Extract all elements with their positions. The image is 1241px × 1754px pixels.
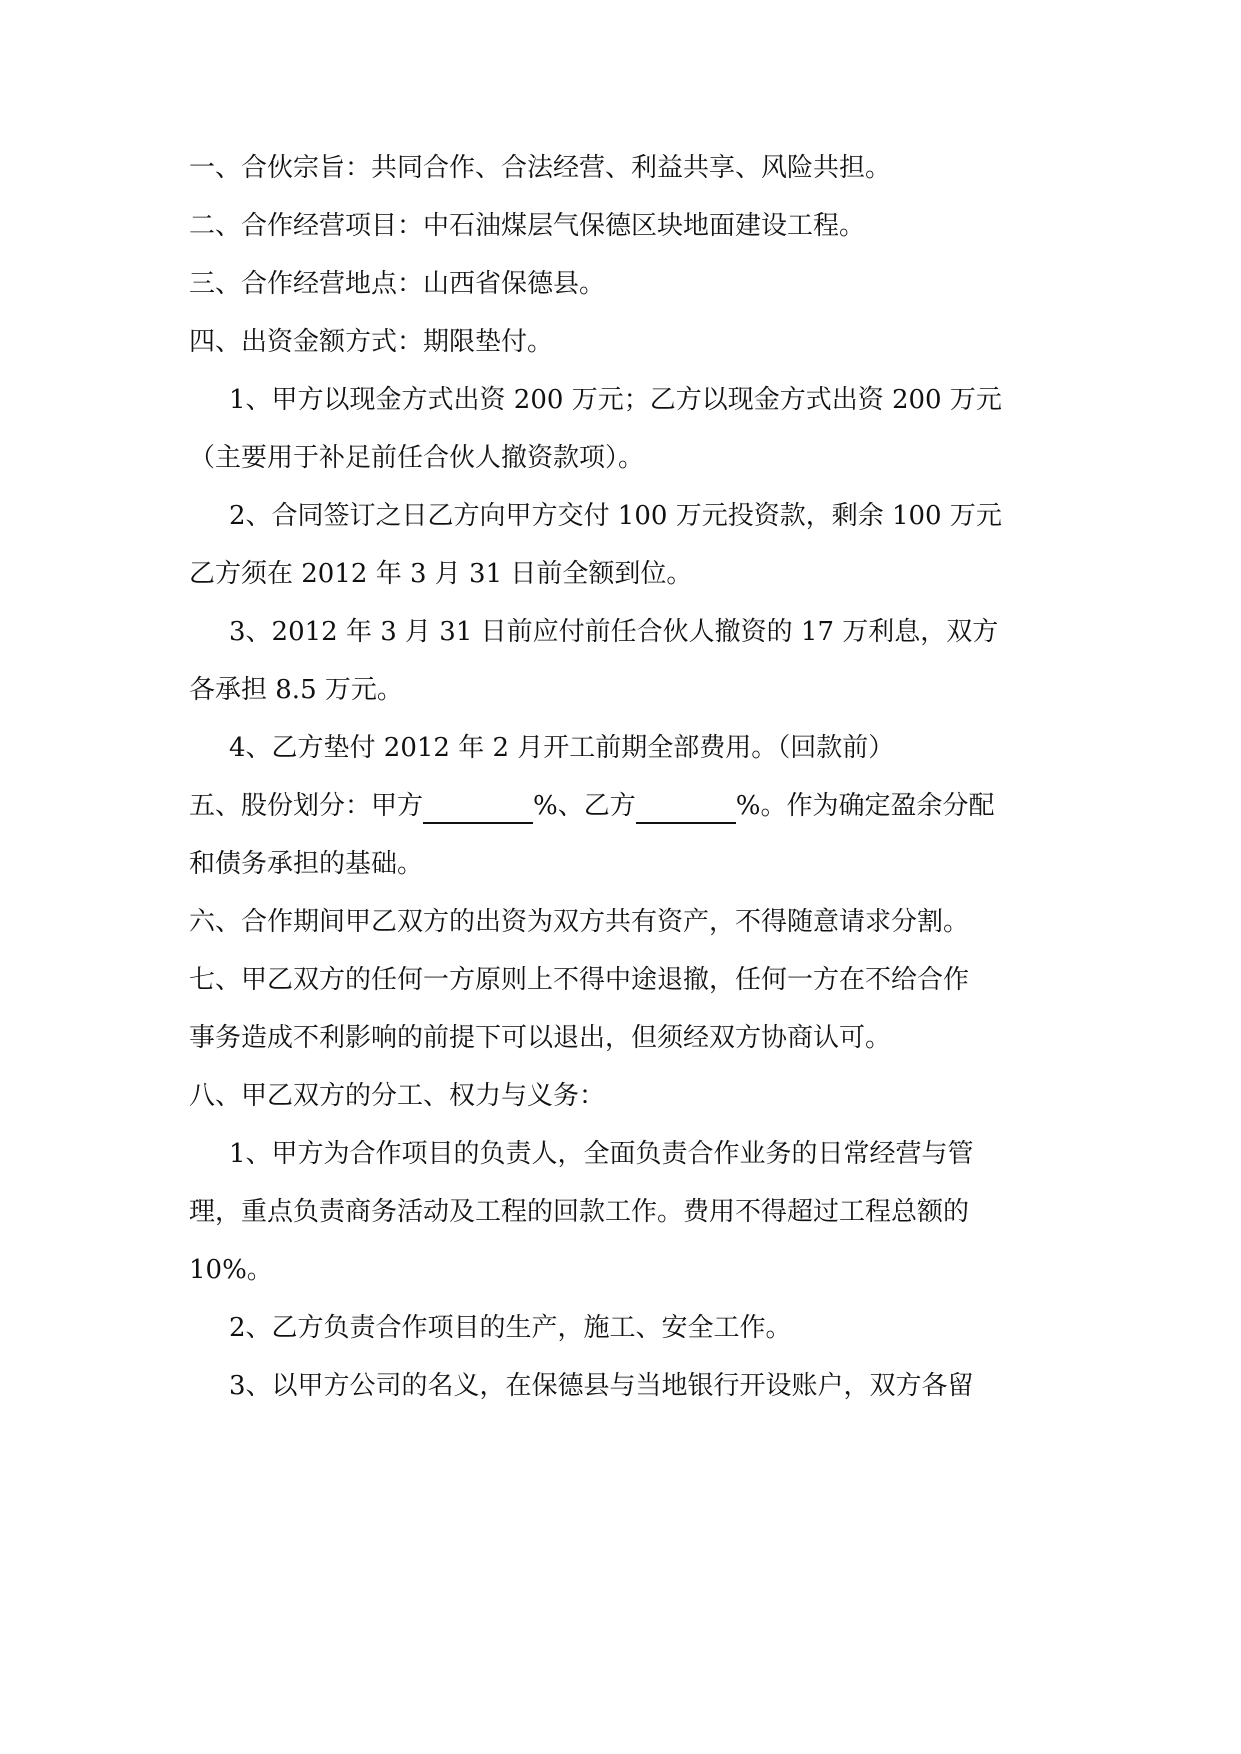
clause-8-item-1: 1、甲方为合作项目的负责人，全面负责合作业务的日常经营与管 <box>229 1139 974 1169</box>
clause-7-withdrawal-cont: 事务造成不利影响的前提下可以退出，但须经双方协商认可。 <box>189 1023 892 1053</box>
clause-8-duties: 八、甲乙双方的分工、权力与义务： <box>189 1081 606 1111</box>
shares-mid: %、乙方 <box>533 791 636 821</box>
clause-8-item-2: 2、乙方负责合作项目的生产，施工、安全工作。 <box>229 1313 792 1343</box>
clause-5-shares-cont: 和债务承担的基础。 <box>189 849 424 879</box>
clause-4-item-3: 3、2012 年 3 月 31 日前应付前任合伙人撤资的 17 万利息，双方 <box>229 617 999 647</box>
clause-4-item-4: 4、乙方垫付 2012 年 2 月开工前期全部费用。（回款前） <box>229 733 895 763</box>
clause-3-location: 三、合作经营地点：山西省保德县。 <box>189 269 606 299</box>
clause-2-project: 二、合作经营项目：中石油煤层气保德区块地面建设工程。 <box>189 211 866 241</box>
party-a-share-blank[interactable] <box>423 794 533 824</box>
clause-4-item-1: 1、甲方以现金方式出资 200 万元；乙方以现金方式出资 200 万元 <box>229 385 1002 415</box>
clause-7-withdrawal: 七、甲乙双方的任何一方原则上不得中途退撤，任何一方在不给合作 <box>189 965 970 995</box>
clause-4-item-1-cont: （主要用于补足前任合伙人撤资款项）。 <box>189 443 645 473</box>
clause-8-item-1-cont-2: 10%。 <box>189 1255 273 1285</box>
clause-4-item-2: 2、合同签订之日乙方向甲方交付 100 万元投资款，剩余 100 万元 <box>229 501 1002 531</box>
clause-4-item-3-cont: 各承担 8.5 万元。 <box>189 675 403 705</box>
clause-8-item-3: 3、以甲方公司的名义，在保德县与当地银行开设账户，双方各留 <box>229 1371 974 1401</box>
clause-4-capital: 四、出资金额方式：期限垫付。 <box>189 327 554 357</box>
clause-8-item-1-cont: 理，重点负责商务活动及工程的回款工作。费用不得超过工程总额的 <box>189 1197 970 1227</box>
party-b-share-blank[interactable] <box>636 794 736 824</box>
shares-prefix: 五、股份划分：甲方 <box>189 791 424 821</box>
shares-suffix: %。作为确定盈余分配 <box>735 791 995 821</box>
clause-6-assets: 六、合作期间甲乙双方的出资为双方共有资产，不得随意请求分割。 <box>189 907 970 937</box>
clause-4-item-2-cont: 乙方须在 2012 年 3 月 31 日前全额到位。 <box>189 559 693 589</box>
clause-1-purpose: 一、合伙宗旨：共同合作、合法经营、利益共享、风险共担。 <box>189 153 892 183</box>
clause-5-shares <box>189 788 1059 824</box>
